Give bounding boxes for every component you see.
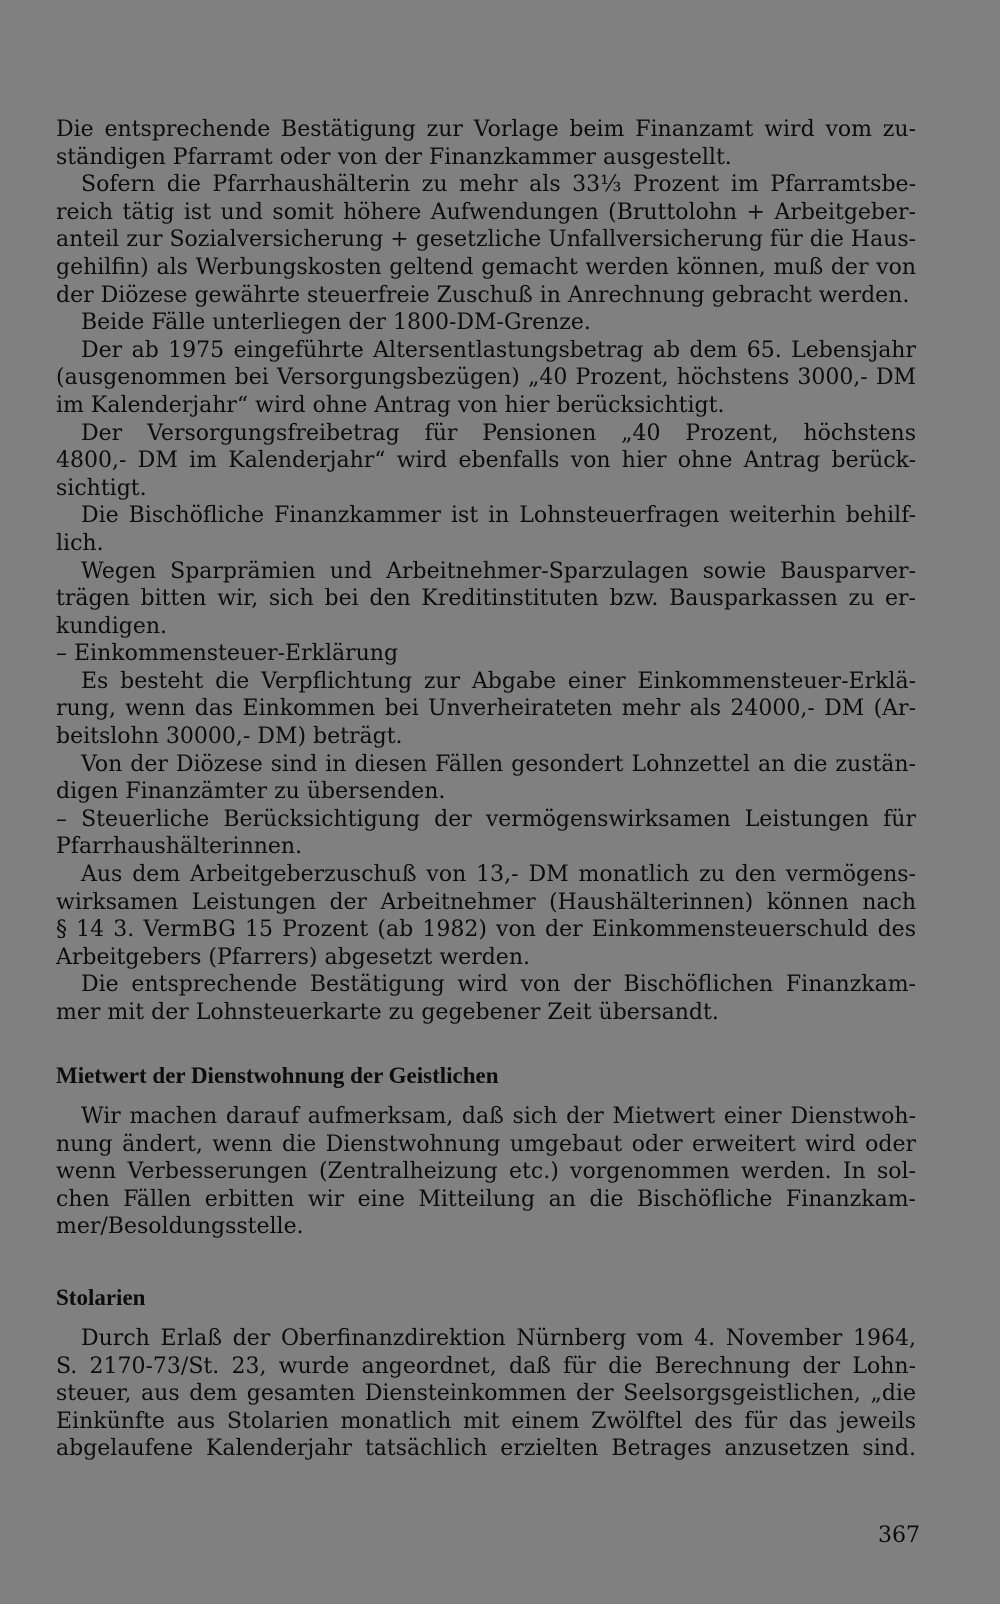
text-line: S. 2170-73/St. 23, wurde angeordnet, daß für die Berechnung der Lohn- bbox=[56, 1353, 916, 1379]
text-line: steuer, aus dem gesamten Diensteinkommen der Seelsorgsgeistlichen, „die bbox=[56, 1381, 916, 1407]
text-line: Der ab 1975 eingeführte Altersentlastungsbetrag ab dem 65. Lebensjahr bbox=[81, 337, 916, 363]
text-line: lich. bbox=[56, 530, 104, 556]
text-line: Arbeitgebers (Pfarrers) abgesetzt werden. bbox=[56, 944, 530, 970]
text-line: Aus dem Arbeitgeberzuschuß von 13,- DM monatlich zu den vermögens- bbox=[81, 862, 916, 888]
text-line: abgelaufene Kalenderjahr tatsächlich erzielten Betrages anzusetzen sind. bbox=[56, 1436, 916, 1462]
text-line: sichtigt. bbox=[56, 475, 147, 501]
text-line: der Diözese gewährte steuerfreie Zuschuß in Anrechnung gebracht werden. bbox=[56, 282, 910, 308]
section-mietwert-text bbox=[56, 1103, 916, 1241]
text-line: Die entsprechende Bestätigung wird von der Bischöflichen Finanzkam- bbox=[81, 972, 916, 998]
page-number: 367 bbox=[878, 1523, 920, 1548]
text-line: wenn Verbesserungen (Zentralheizung etc.) vorgenommen werden. In sol- bbox=[56, 1159, 916, 1185]
text-line: Sofern die Pfarrhaushälterin zu mehr als 33⅓ Prozent im Pfarramtsbe- bbox=[81, 172, 916, 198]
text-line: reich tätig ist und somit höhere Aufwendungen (Bruttolohn + Arbeitgeber- bbox=[56, 199, 916, 225]
section-heading-stolarien: Stolarien bbox=[56, 1285, 146, 1310]
text-line: – Steuerliche Berücksichtigung der vermögenswirksamen Leistungen für bbox=[56, 806, 916, 832]
text-line: nung ändert, wenn die Dienstwohnung umgebaut oder erweitert wird oder bbox=[56, 1131, 916, 1157]
section-heading-mietwert: Mietwert der Dienstwohnung der Geistlichen bbox=[56, 1063, 499, 1088]
text-line: Es besteht die Verpflichtung zur Abgabe einer Einkommensteuer-Erklä- bbox=[81, 668, 916, 694]
text-line: Wir machen darauf aufmerksam, daß sich der Mietwert einer Dienstwoh- bbox=[81, 1104, 916, 1129]
text-line: gehilfin) als Werbungskosten geltend gemacht werden können, muß der von bbox=[56, 254, 916, 280]
text-line: im Kalenderjahr“ wird ohne Antrag von hier berücksichtigt. bbox=[56, 392, 725, 418]
text-line: Beide Fälle unterliegen der 1800-DM-Grenze. bbox=[81, 310, 591, 336]
text-line: Die entsprechende Bestätigung zur Vorlage beim Finanzamt wird vom zu- bbox=[56, 117, 916, 142]
text-line: Pfarrhaushälterinnen. bbox=[56, 834, 303, 860]
text-line: Der Versorgungsfreibetrag für Pensionen „40 Prozent, höchstens bbox=[81, 420, 916, 446]
text-line: rung, wenn das Einkommen bei Unverheirateten mehr als 24000,- DM (Ar- bbox=[56, 696, 916, 722]
text-line: digen Finanzämter zu übersenden. bbox=[56, 779, 446, 805]
text-line: wirksamen Leistungen der Arbeitnehmer (Haushälterinnen) können nach bbox=[56, 889, 916, 915]
text-line: mer/Besoldungsstelle. bbox=[56, 1214, 304, 1240]
text-line: 4800,- DM im Kalenderjahr“ wird ebenfalls von hier ohne Antrag berück- bbox=[56, 448, 916, 474]
text-line: chen Fällen erbitten wir eine Mitteilung an die Bischöfliche Finanzkam- bbox=[56, 1186, 916, 1212]
text-line: § 14 3. VermBG 15 Prozent (ab 1982) von der Einkommensteuerschuld des bbox=[56, 917, 916, 943]
text-line: Von der Diözese sind in diesen Fällen gesondert Lohnzettel an die zustän- bbox=[81, 751, 916, 777]
section-lohnsteuer-text bbox=[56, 116, 916, 1027]
text-line: trägen bitten wir, sich bei den Kreditinstituten bzw. Bausparkassen zu er- bbox=[56, 586, 916, 612]
text-line: anteil zur Sozialversicherung + gesetzliche Unfallversicherung für die Haus- bbox=[56, 227, 917, 253]
text-line: Die Bischöfliche Finanzkammer ist in Lohnsteuerfragen weiterhin behilf- bbox=[81, 503, 916, 529]
text-line: (ausgenommen bei Versorgungsbezügen) „40 Prozent, höchstens 3000,- DM bbox=[56, 365, 916, 391]
text-line: Einkünfte aus Stolarien monatlich mit einem Zwölftel des für das jeweils bbox=[56, 1408, 916, 1434]
text-line: mer mit der Lohnsteuerkarte zu gegebener Zeit übersandt. bbox=[56, 1000, 719, 1025]
text-line: ständigen Pfarramt oder von der Finanzkammer ausgestellt. bbox=[56, 144, 732, 170]
text-line: Wegen Sparprämien und Arbeitnehmer-Sparzulagen sowie Bausparver- bbox=[81, 558, 916, 584]
section-stolarien-text bbox=[56, 1325, 916, 1463]
text-line: kundigen. bbox=[56, 613, 168, 639]
text-line: Durch Erlaß der Oberfinanzdirektion Nürnberg vom 4. November 1964, bbox=[81, 1326, 916, 1351]
text-line: beitslohn 30000,- DM) beträgt. bbox=[56, 724, 403, 750]
text-line: – Einkommensteuer-Erklärung bbox=[56, 641, 399, 667]
